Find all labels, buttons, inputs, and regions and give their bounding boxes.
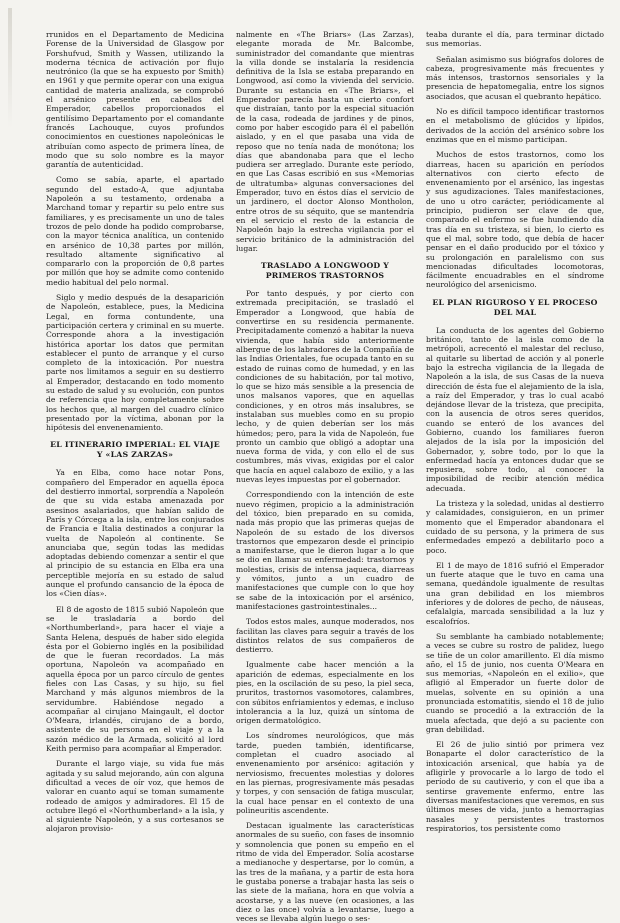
article-paragraph: No es difícil tampoco identificar trastornos en el metabolismo de glúcidos y lípidos, derivados de la acción del arsénico sobre los enzimas que en el mismo participan.	[426, 107, 604, 144]
article-paragraph: Destacan igualmente las características anormales de su sueño, con fases de insomnio y somnolencia que ponen su empeño en el ritmo de vida del Emperador. Solía acostarse a medianoche y despertarse, por lo común, a las tres de la mañana, y a partir de esta hora le gustaba ponerse a trabajar hasta las seis o las siete de la mañana, hora en que volvía a acostarse, y a las nueve (en ocasiones, a las diez o las once) volvía a levantarse, luego a veces se llevaba algún luego o ses-	[236, 821, 414, 923]
article-paragraph: La conducta de los agentes del Gobierno británico, tanto de la isla como de la metrópoli, acrecentó el malestar del recluso, al quitarle su libertad de acción y al ponerle bajo la estrecha vigilancia de la llegada de Napoleón a la isla, de sus Casas de la nueva dirección de ésta fue el alejamiento de la isla, a raíz del Emperador, y tras lo cual acabó dejándose llevar de la tristeza, que precipita, con la ausencia de otros seres queridos, cuando se enteró de los avances del Gobierno, cuando los familiares fueron alejados de la isla por la imposición del Gobernador, y, sobre todo, por lo que la enfermedad hacía ya entonces dudar que se repusiera, sobre todo, al conocer la imposibilidad de recibir atención médica adecuada.	[426, 325, 604, 493]
section-heading: EL ITINERARIO IMPERIAL: EL VIAJE Y «LAS ZARZAS»	[50, 440, 220, 460]
article-paragraph: Todos estos males, aunque moderados, nos facilitan las claves para seguir a través de los distintos relatos de sus compañeros de destierro.	[236, 617, 414, 655]
article-paragraph: teaba durante el día, para terminar dictado sus memorias.	[426, 30, 604, 49]
article-paragraph: Por tanto después, y por cierto con extremada precipitación, se trasladó el Emperador a Longwood, que había de convertirse en su residencia permanente. Precipitadamente comenzó a habitar la nueva vivienda, que había sido anteriormente albergue de los labradores de la Compañía de las Indias Orientales, fue ocupada tanto en su estado de ruinas como de humedad, y en las condiciones de su habitación, por tal motivo, lo que se hizo más sensible a la presencia de unos malsanos vapores, que en aquellas condiciones, y en otros más insalubres, se instalaban sus muebles como en su propio lecho, y de quien deberían ser los más húmedos; pero, para la vida de Napoleón, fue pronto un cambio que obligó a adoptar una nueva forma de vida, y con ello el de sus costumbres, más vivas, exigidas por el calor que hacía en aquel calabozo de exilio, y a las nuevas leyes impuestas por el gobernador.	[236, 289, 414, 485]
article-paragraph: La tristeza y la soledad, unidas al destierro y calamidades, consiguieron, en un primer momento que el Emperador abandonara el cuidado de su persona, y la primera de sus enfermedades empezó a debilitarlo poco a poco.	[426, 499, 604, 555]
article-paragraph: Señalan asimismo sus biógrafos dolores de cabeza, progresivamente más frecuentes y más intensos, trastornos sensoriales y la presencia de hepatomegalia, entre los signos asociados, que acusan el quebranto hepático.	[426, 54, 604, 101]
article-paragraph: Como se sabía, aparte, el apartado segundo del estado-A, que adjuntaba Napoleón a su testamento, ordenaba a Marchand tomar y repartir su pelo entre sus familiares, y es precisamente un uno de tales trozos de pelo donde ha podido comprobarse, con la mayor técnica analítica, un contenido en arsénico de 10,38 partes por millón, resultado altamente significativo al compararlo con la proporción de 0,8 partes por millón que hoy se admite como contenido medio habitual del pelo normal.	[46, 175, 224, 287]
article-paragraph: El 8 de agosto de 1815 subió Napoleón que se le trasladaría a bordo del «Northumberland», para hacer el viaje a Santa Helena, después de haber sido elegida ésta por el Gobierno inglés en la posibilidad de que le fueran recordados. La más oportuna, Napoleón va acompañado en aquella época por un parco círculo de gentes fieles con Las Casas, y su hijo, su fiel Marchand y más algunos miembros de la servidumbre. Habiéndose negado a acompañar al cirujano Maingault, el doctor O'Meara, irlandés, cirujano de a bordo, asistente de su persona en el viaje y a la sazón médico de la Armada, solicitó al lord Keith permiso para acompañar al Emperador.	[46, 604, 224, 754]
article-paragraph: nalmente en «The Briars» (Las Zarzas), elegante morada de Mr. Balcombe, suministrador del comandante que mientras la villa donde se instalaría la residencia definitiva de la Isla se estaba preparando en Longwood, así como la vivienda del servicio. Durante su estancia en «The Briars», el Emperador parecía hasta un cierto confort que distraían, tanto por la especial situación de la casa, rodeada de jardines y de pinos, como por haber escogido para él el pabellón aislado, y en el que pasaba una vida de reposo que no tenía nada de monótona; los días que abandonaba para que el lecho pudiera ser arreglado. Durante este período, en que Las Casas escribió en sus «Memorias de ultratumba» algunas conversaciones del Emperador, tuvo en éstos días el servicio de un jardinero, el doctor Alonso Montholon, entre otros de su séquito, que se mantendría en el servicio el resto de la estancia de Napoleón bajo la estrecha vigilancia por el servicio británico de la administración del lugar.	[236, 30, 414, 253]
article-paragraph: Durante el largo viaje, su vida fue más agitada y su salud mejorando, aún con alguna dificultad a veces de oír voz, que hemos de valorar en cuanto aquí se toman sumamente rodeado de amigos y admiradores. El 15 de octubre llegó el «Northumberland» a la isla, y al siguiente Napoleón, y a sus cortesanos se alojaron provisio-	[46, 759, 224, 834]
article-paragraph: Ya en Elba, como hace notar Pons, compañero del Emperador en aquella época del destierro inmortal, sorprendía a Napoleón de que su vida estaba amenazada por asesinos asalariados, que habían salido de París y Córcega a la isla, entre los conjurados de Francia e Italia destinados a conjurar la vuelta de Napoleón al continente. Se anunciaba que, según todas las medidas adoptadas debiendo comenzar a sentir el que al principio de su estancia en Elba era una perceptible mejoría en su estado de salud aunque el profundo cansancio de la época de los «Cien días».	[46, 468, 224, 599]
column-1	[46, 30, 224, 834]
article-paragraph: Siglo y medio después de la desaparición de Napoleón, establece, pues, la Medicina Legal, en forma contundente, una participación certera y criminal en su muerte. Corresponde ahora a la investigación histórica aportar los datos que permitan establecer el punto de arranque y el curso completo de la intoxicación. Por nuestra parte nos limitamos a seguir en su destierro al Emperador, destacando en todo momento su estado de salud y su evolución, con puntos de referencia que hoy completamente sobre los hechos que, al margen del cuadro clínico presentado por la víctima, abonan por la hipótesis del envenenamiento.	[46, 293, 224, 433]
scan-margin-shadow	[8, 8, 12, 128]
article-paragraph: El 26 de julio sintió por primera vez Bonaparte el dolor característico de la intoxicación arsenical, que había ya de afligirle y provocarle a lo largo de todo el período de su cautiverio, y con el que iba a sentirse gravemente enfermo, entre las diversas manifestaciones que veremos, en sus últimos meses de vida, junto a hemorragias nasales y persistentes trastornos respiratorios, tos persistente como	[426, 740, 604, 833]
column-3	[426, 30, 604, 831]
column-2	[236, 30, 414, 923]
article-paragraph: Su semblante ha cambiado notablemente; a veces se cubre su rostro de palidez, luego se tiñe de un color amarillento. El día mismo año, el 15 de junio, nos cuenta O'Meara en sus memorias, «Napoleón en el exilio», que afligió al Emperador un fuerte dolor de muelas, solvente en su opinión a una pronunciada estomatitis, siendo el 18 de julio cuando se procedió a la extracción de la muela afectada, que dejó a su paciente con gran debilidad.	[426, 631, 604, 734]
article-paragraph: Muchos de estos trastornos, como los diarreas, hacen su aparición en períodos alternativos con cierto efecto de envenenamiento por el arsénico, las ingestas y sus agudizaciones. Tales manifestaciones, de uno u otro carácter, periódicamente al principio, pudieron ser clave de que, comparado el enfermo se fue hundiendo día tras día en su tristeza, si bien, lo cierto es que el mal, sobre todo, que debía de hacer pensar en el daño producido por el tóxico y su prolongación en paralelismo con sus mencionadas dificultades locomotoras, fácilmente encuadrables en el síndrome neurológico del arsenicismo.	[426, 150, 604, 290]
article-paragraph: rrunidos en el Departamento de Medicina Forense de la Universidad de Glasgow por Forshufvud, Smith y Wassen, utilizando la moderna técnica de activación por flujo neutrónico (la que se ha expuesto por Smith) en 1961 y que permite operar con una exigua cantidad de materia analizada, se comprobó el arsénico presente en cabellos del Emperador, cabellos proporcionados el gentilísimo Departamento por el comandante francés Lachouque, cuyos profundos conocimientos en cuestiones napoleónicas le atribuían como aspecto de primera línea, de modo que su solo nombre es la mayor garantía de autenticidad.	[46, 30, 224, 170]
section-heading: EL PLAN RIGUROSO Y EL PROCESO DEL MAL	[432, 297, 598, 317]
article-paragraph: Los síndromes neurológicos, que más tarde, pueden también, identificarse, completan el cuadro asociado al envenenamiento por arsénico: agitación y nerviosismo, frecuentes molestias y dolores en las piernas, progresivamente más pesadas y torpes, y con sensación de fatiga muscular, la cual hace pensar en el contexto de una polineuritis ascendente.	[236, 731, 414, 815]
section-heading: TRASLADO A LONGWOOD Y PRIMEROS TRASTORNOS	[260, 261, 390, 281]
article-paragraph: El 1 de mayo de 1816 sufrió el Emperador un fuerte ataque que le tuvo en cama una semana, quedándole igualmente de resultas una gran debilidad en los miembros inferiores y de dolores de pecho, de náuseas, cefalalgia, marcada sensibilidad a la luz y escalofríos.	[426, 560, 604, 626]
article-paragraph: Igualmente cabe hacer mención a la aparición de edemas, especialmente en los pies, en la oscilación de su peso, la piel seca, pruritos, trastornos vasomotores, calambres, con súbitos enfriamientos y edemas, e incluso intolerancia a la luz, quizá un síntoma de origen dermatológico.	[236, 660, 414, 726]
article-paragraph: Correspondiendo con la intención de este nuevo régimen, propicio a la administración del tóxico, bien preparado en su comida, nada más propio que las primeras quejas de Napoleón de su estado de los diversos trastornos que empezaron desde el principio a manifestarse, que le dieron lugar a lo que se dio en llamar su enfermedad: trastornos y molestias, crisis de intensa jaqueca, diarreas y vómitos, junto a un cuadro de manifestaciones que cumple con lo que hoy se sabe de la intoxicación por el arsénico, manifestaciones gastrointestinales...	[236, 490, 414, 611]
